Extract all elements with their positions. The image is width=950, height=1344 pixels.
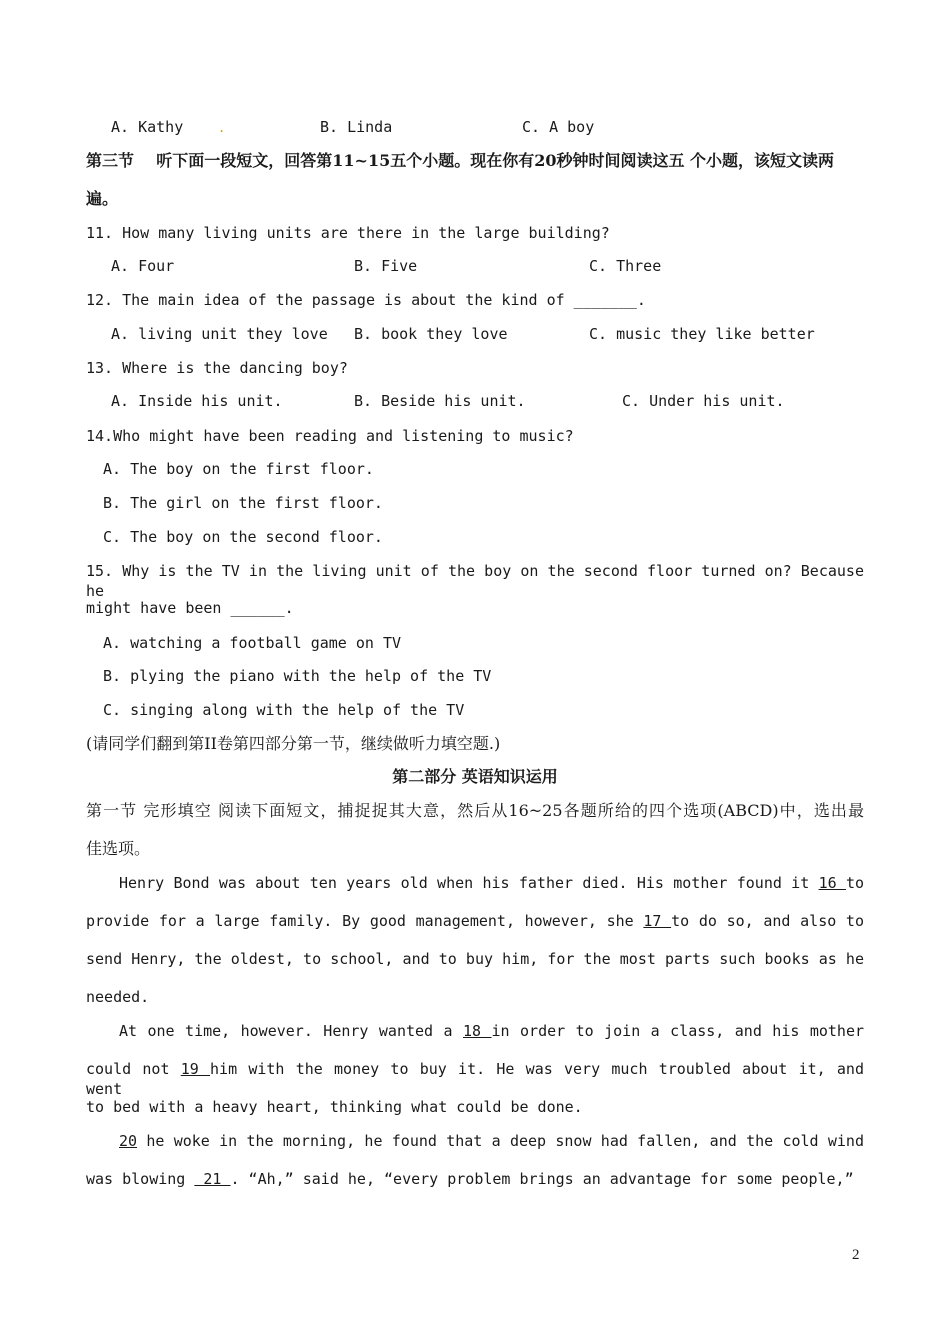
q15-stem: 15. Why is the TV in the living unit of the boy on the second floor turned on? Because he [86,562,864,600]
q12-option-b: B. book they love [354,325,508,343]
q11-option-c: C. Three [589,257,662,275]
q11-option-b: B. Five [354,257,418,275]
q14-stem: 14.Who might have been reading and listening to music? [86,427,574,445]
q15-option-b: B. plying the piano with the help of the TV [103,667,492,685]
q10-option-b: B. Linda [320,118,393,136]
instruction-note: (请同学们翻到第II卷第四部分第一节，继续做听力填空题.) [86,734,501,753]
blank-20: 20 [119,1132,138,1150]
passage-line: could not 19 him with the money to buy it. He was very much troubled about it, and went [86,1060,864,1098]
q14-option-b: B. The girl on the first floor. [103,494,383,512]
blank-19: 19 [180,1060,211,1078]
q11-option-a: A. Four [111,257,175,275]
q12-option-c: C. music they like better [589,325,815,343]
passage-line: Henry Bond was about ten years old when his father died. His mother found it 16 to [119,874,864,892]
section3-heading: 第三节 听下面一段短文，回答第11~15五个小题。现在你有20秒钟时间阅读这五 个小题，该短文读两 [86,151,835,170]
q13-option-b: B. Beside his unit. [354,392,526,410]
q10-option-a: A. Kathy [111,118,184,136]
blank-17: 17 [643,912,672,930]
passage-line: to bed with a heavy heart, thinking what could be done. [86,1098,583,1116]
q13-stem: 13. Where is the dancing boy? [86,359,348,377]
passage-line: provide for a large family. By good management, however, she 17 to do so, and also to [86,912,864,930]
stray-mark: . [218,121,226,135]
passage-line: At one time, however. Henry wanted a 18 in order to join a class, and his mother [119,1022,865,1040]
section3-heading-cont: 遍。 [86,189,119,208]
q15-stem-cont: might have been ______. [86,599,294,617]
passage-line: send Henry, the oldest, to school, and to buy him, for the most parts such books as he [86,950,864,968]
q14-option-c: C. The boy on the second floor. [103,528,383,546]
q15-option-a: A. watching a football game on TV [103,634,402,652]
q13-option-a: A. Inside his unit. [111,392,283,410]
passage-line: needed. [86,988,150,1006]
cloze-instructions: 第一节 完形填空 阅读下面短文，捕捉捉其大意，然后从16~25各题所给的四个选项(ABCD)中，选出最 [86,801,864,820]
q12-stem: 12. The main idea of the passage is about the kind of _______. [86,291,646,309]
cloze-instructions-cont: 佳选项。 [86,839,151,858]
q15-option-c: C. singing along with the help of the TV [103,701,465,719]
q14-option-a: A. The boy on the first floor. [103,460,374,478]
page-number: 2 [852,1247,860,1263]
passage-line: was blowing 21 . “Ah,” said he, “every problem brings an advantage for some people,” [86,1170,854,1188]
blank-16: 16 [818,874,846,892]
blank-18: 18 [463,1022,492,1040]
q11-stem: 11. How many living units are there in the large building? [86,224,610,242]
part2-title: 第二部分 英语知识运用 [392,767,558,786]
q13-option-c: C. Under his unit. [622,392,785,410]
q10-option-c: C. A boy [522,118,595,136]
q12-option-a: A. living unit they love [111,325,328,343]
blank-21: 21 [194,1170,231,1188]
passage-line: 20 he woke in the morning, he found that a deep snow had fallen, and the cold wind [119,1132,864,1150]
